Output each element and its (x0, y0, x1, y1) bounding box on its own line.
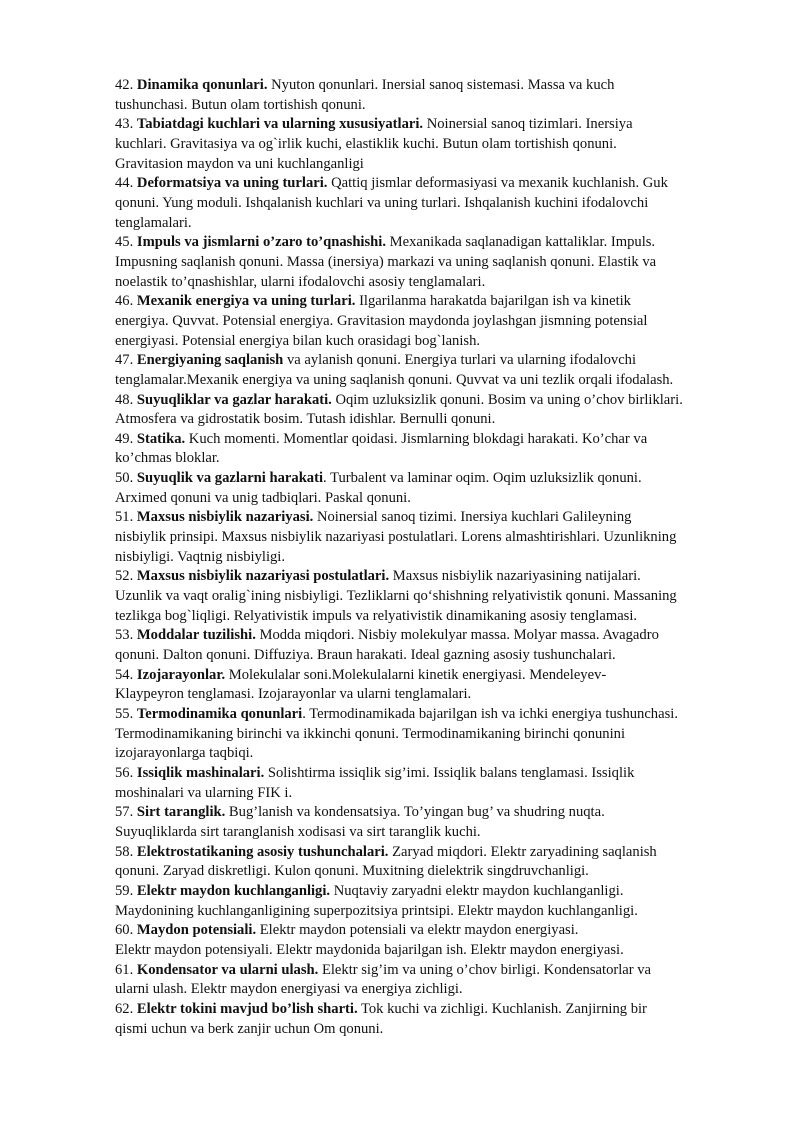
item-line (115, 430, 755, 450)
item-number: 44. (115, 175, 134, 192)
item-number: 57. (115, 804, 134, 821)
syllabus-item (115, 1000, 755, 1039)
item-line (115, 626, 755, 646)
item-line: nisbiyligi. Vaqtnig nisbiyligi. (115, 548, 286, 565)
item-title: Tabiatdagi kuchlari va ularning xususiyatlari. (136, 116, 424, 133)
item-number: 58. (115, 843, 134, 860)
item-line: energiyasi. Potensial energiya bilan kuch orasidagi bog`lanish. (115, 332, 481, 349)
item-title: Maxsus nisbiylik nazariyasi postulatlari. (136, 568, 390, 585)
item-line (115, 469, 755, 489)
item-number: 51. (115, 509, 134, 526)
item-line: noelastik to’qnashishlar, ularni ifodalovchi asosiy tenglamalari. (115, 273, 486, 290)
item-body: Kuch momenti. Momentlar qoidasi. Jismlarning blokdagi harakati. Ko’char va (185, 430, 648, 447)
item-line: ko’chmas bloklar. (115, 450, 220, 467)
syllabus-item (115, 351, 755, 390)
item-line: Elektr maydon potensiyali. Elektr maydonida bajarilgan ish. Elektr maydon energiyasi. (115, 941, 624, 958)
item-body: Noinersial sanoq tizimlari. Inersiya (423, 116, 633, 133)
item-title: Elektr tokini mavjud bo’lish sharti. (136, 1000, 358, 1017)
item-line: moshinalari va ularning FIK i. (115, 784, 293, 801)
item-number: 56. (115, 764, 134, 781)
item-body: . Turbalent va laminar oqim. Oqim uzluksizlik qonuni. (323, 470, 642, 487)
item-line: Termodinamikaning birinchi va ikkinchi qonuni. Termodinamikaning birinchi qonunini (115, 725, 626, 742)
item-line (115, 764, 755, 784)
item-line: kuchlari. Gravitasiya va og`irlik kuchi, elastiklik kuchi. Butun olam tortishish qonuni. (115, 135, 617, 152)
item-number: 47. (115, 352, 134, 369)
item-line (115, 76, 755, 96)
syllabus-item (115, 469, 755, 508)
item-line (115, 961, 755, 981)
syllabus-item (115, 292, 755, 351)
item-title: Statika. (136, 430, 186, 447)
item-body: Oqim uzluksizlik qonuni. Bosim va uning o’chov birliklari. (331, 391, 683, 408)
item-title: Kondensator va ularni ulash. (136, 961, 319, 978)
syllabus-item (115, 961, 755, 1000)
item-line (115, 351, 755, 371)
item-line: qonuni. Yung moduli. Ishqalanish kuchlari va uning turlari. Ishqalanish kuchini ifodalovchi (115, 194, 649, 211)
item-line (115, 174, 755, 194)
item-line: qismi uchun va berk zanjir uchun Om qonuni. (115, 1020, 384, 1037)
item-body: Noinersial sanoq tizimi. Inersiya kuchlari Galileyning (313, 509, 632, 526)
item-body: Elektr maydon potensiali va elektr maydon energiyasi. (256, 922, 579, 939)
item-line: qonuni. Dalton qonuni. Diffuziya. Braun harakati. Ideal gazning asosiy tushunchalari. (115, 647, 616, 664)
item-line (115, 921, 755, 941)
syllabus-item (115, 882, 755, 921)
item-line: Uzunlik va vaqt oralig`ining nisbiyligi. Tezliklarni qo‘shishning relyativistik qonuni. Massaning (115, 588, 677, 605)
syllabus-item (115, 921, 755, 960)
item-number: 42. (115, 77, 134, 93)
item-line: energiya. Quvvat. Potensial energiya. Gravitasion maydonda joylashgan jismning potensial (115, 312, 648, 329)
item-line (115, 843, 755, 863)
item-title: Sirt taranglik. (136, 804, 226, 821)
syllabus-item (115, 803, 755, 842)
item-number: 62. (115, 1000, 134, 1017)
item-body: Modda miqdori. Nisbiy molekulyar massa. Molyar massa. Avagadro (255, 627, 659, 644)
item-line (115, 508, 755, 528)
item-line: tushunchasi. Butun olam tortishish qonuni. (115, 96, 366, 113)
item-title: Energiyaning saqlanish (136, 352, 284, 369)
item-body: Solishtirma issiqlik sig’imi. Issiqlik balans tenglamasi. Issiqlik (264, 764, 635, 781)
item-body: Bug’lanish va kondensatsiya. To’yingan bug’ va shudring nuqta. (225, 804, 605, 821)
syllabus-item (115, 430, 755, 469)
item-line (115, 803, 755, 823)
item-body: Molekulalar soni.Molekulalarni kinetik energiyasi. Mendeleyev- (225, 666, 607, 683)
item-body: Tok kuchi va zichligi. Kuchlanish. Zanjirning bir (357, 1000, 647, 1017)
item-body: Zaryad miqdori. Elektr zaryadining saqlanish (388, 843, 657, 860)
item-number: 54. (115, 666, 134, 683)
item-number: 61. (115, 961, 134, 978)
item-body: Nuqtaviy zaryadni elektr maydon kuchlanganligi. (330, 882, 624, 899)
item-line: nisbiylik prinsipi. Maxsus nisbiylik nazariyasi postulatlari. Lorens almashtirishlari. Uzunlikning (115, 529, 677, 546)
item-body: . Termodinamikada bajarilgan ish va ichki energiya tushunchasi. (302, 706, 678, 722)
syllabus-item (115, 626, 755, 665)
item-line: Impusning saqlanish qonuni. Massa (inersiya) markazi va uning saqlanish qonuni. Elastik va (115, 253, 657, 270)
item-body: Nyuton qonunlari. Inersial sanoq sistemasi. Massa va kuch (267, 77, 615, 93)
item-number: 43. (115, 116, 134, 133)
item-line: ularni ulash. Elektr maydon energiyasi va energiya zichligi. (115, 981, 463, 998)
item-number: 60. (115, 922, 134, 939)
item-title: Moddalar tuzilishi. (136, 627, 256, 644)
item-body: Mexanikada saqlanadigan kattaliklar. Impuls. (385, 234, 656, 251)
item-number: 49. (115, 430, 134, 447)
item-line: tenglamalari. (115, 214, 192, 231)
item-body: va aylanish qonuni. Energiya turlari va ularning ifodalovchi (283, 352, 637, 369)
item-title: Suyuqlik va gazlarni harakati (136, 470, 324, 487)
item-line (115, 391, 755, 411)
item-title: Termodinamika qonunlari (136, 706, 303, 722)
item-title: Elektr maydon kuchlanganligi. (136, 882, 331, 899)
item-number: 46. (115, 293, 134, 310)
syllabus-item (115, 115, 755, 174)
item-line (115, 1000, 755, 1020)
item-number: 55. (115, 706, 134, 722)
syllabus-item (115, 666, 755, 705)
item-number: 50. (115, 470, 134, 487)
item-title: Mexanik energiya va uning turlari. (136, 293, 356, 310)
item-line: qonuni. Zaryad diskretligi. Kulon qonuni. Muxitning dielektrik singdruvchanligi. (115, 863, 589, 880)
item-title: Maydon potensiali. (136, 922, 257, 939)
syllabus-item (115, 764, 755, 803)
item-number: 48. (115, 391, 134, 408)
item-line (115, 666, 755, 686)
document-page (115, 76, 755, 1039)
item-title: Elektrostatikaning asosiy tushunchalari. (136, 843, 389, 860)
item-body: Maxsus nisbiylik nazariyasining natijalari. (389, 568, 641, 585)
item-line (115, 233, 755, 253)
item-title: Izojarayonlar. (136, 666, 226, 683)
item-title: Issiqlik mashinalari. (136, 764, 265, 781)
item-body: Qattiq jismlar deformasiyasi va mexanik kuchlanish. Guk (327, 175, 668, 192)
item-title: Maxsus nisbiylik nazariyasi. (136, 509, 314, 526)
item-line (115, 705, 755, 725)
item-line (115, 882, 755, 902)
syllabus-item (115, 705, 755, 764)
item-line: Atmosfera va gidrostatik bosim. Tutash idishlar. Bernulli qonuni. (115, 411, 496, 428)
syllabus-item (115, 233, 755, 292)
item-title: Suyuqliklar va gazlar harakati. (136, 391, 332, 408)
item-line: tenglamalar.Mexanik energiya va uning saqlanish qonuni. Quvvat va uni tezlik orqali ifodalash. (115, 371, 674, 388)
item-line: tezlikga bog`liqligi. Relyativistik impuls va relyativistik dinamikaning asosiy tenglamasi. (115, 607, 638, 624)
syllabus-item (115, 567, 755, 626)
item-number: 53. (115, 627, 134, 644)
item-line: Gravitasion maydon va uni kuchlanganligi (115, 155, 364, 172)
syllabus-item (115, 391, 755, 430)
item-line: Suyuqliklarda sirt taranglanish xodisasi va sirt taranglik kuchi. (115, 823, 481, 840)
item-line: izojarayonlarga taqbiqi. (115, 745, 254, 762)
item-line (115, 292, 755, 312)
item-title: Dinamika qonunlari. (136, 77, 268, 93)
item-line (115, 567, 755, 587)
item-number: 59. (115, 882, 134, 899)
item-body: Elektr sig’im va uning o’chov birligi. Kondensatorlar va (318, 961, 652, 978)
item-title: Deformatsiya va uning turlari. (136, 175, 328, 192)
item-number: 52. (115, 568, 134, 585)
item-line: Maydonining kuchlanganligining superpozitsiya printsipi. Elektr maydon kuchlanganligi. (115, 902, 638, 919)
item-line: Klaypeyron tenglamasi. Izojarayonlar va ularni tenglamalari. (115, 686, 472, 703)
syllabus-item (115, 843, 755, 882)
item-line: Arximed qonuni va unig tadbiqlari. Paskal qonuni. (115, 489, 411, 506)
item-title: Impuls va jismlarni o’zaro to’qnashishi. (136, 234, 386, 251)
item-line (115, 115, 755, 135)
syllabus-item (115, 508, 755, 567)
item-body: Ilgarilanma harakatda bajarilgan ish va kinetik (355, 293, 631, 310)
item-number: 45. (115, 234, 134, 251)
syllabus-item (115, 174, 755, 233)
syllabus-item (115, 76, 755, 115)
